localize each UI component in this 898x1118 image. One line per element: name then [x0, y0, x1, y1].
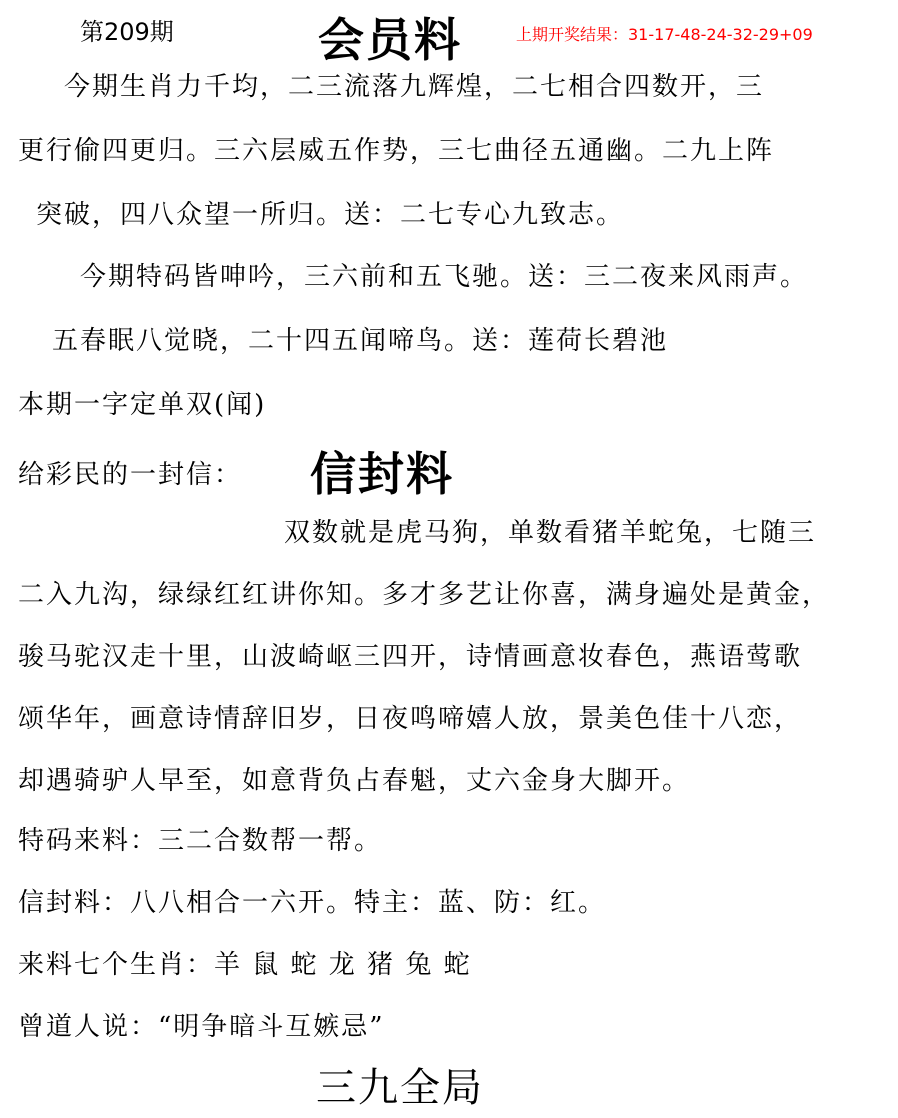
special-code-line: 特码来料：三二合数帮一帮。 [18, 826, 383, 856]
daoist-saying: 曾道人说：“明争暗斗互嫉忌” [18, 1012, 385, 1042]
poem-line: 却遇骑驴人早至，如意背负占春魁，丈六金身大脚开。 [18, 766, 691, 796]
footer-title: 三九全局 [316, 1065, 484, 1111]
page-title: 会员料 [318, 13, 462, 67]
member-line: 更行偷四更归。三六层威五作势，三七曲径五通幽。二九上阵 [18, 136, 775, 166]
poem-line: 颂华年，画意诗情辞旧岁，日夜鸣啼嬉人放，景美色佳十八恋， [18, 704, 803, 734]
member-line: 突破，四八众望一所归。送：二七专心九致志。 [36, 200, 625, 230]
poem-line: 骏马驼汉走十里，山波崎岖三四开，诗情画意妆春色，燕语莺歌 [18, 642, 803, 672]
envelope-line: 信封料：八八相合一六开。特主：蓝、防：红。 [18, 888, 607, 918]
letter-intro: 给彩民的一封信： [18, 460, 243, 490]
poem-line: 双数就是虎马狗，单数看猪羊蛇兔，七随三 [284, 518, 817, 548]
zodiac-line: 来料七个生肖：羊 鼠 蛇 龙 猪 兔 蛇 [18, 950, 472, 980]
member-line: 五春眠八觉晓，二十四五闻啼鸟。送：莲荷长碧池 [52, 326, 669, 356]
single-word-hint: 本期一字定单双(闻) [18, 390, 267, 420]
member-line: 今期生肖力千均，二三流落九辉煌，二七相合四数开，三 [64, 72, 765, 102]
poem-line: 二入九沟，绿绿红红讲你知。多才多艺让你喜，满身遍处是黄金， [18, 580, 831, 610]
section-title: 信封料 [310, 447, 454, 501]
member-line: 今期特码皆呻吟，三六前和五飞驰。送：三二夜来风雨声。 [80, 262, 809, 292]
last-draw-result: 上期开奖结果：31-17-48-24-32-29+09 [516, 25, 813, 44]
issue-number: 第209期 [80, 18, 174, 46]
